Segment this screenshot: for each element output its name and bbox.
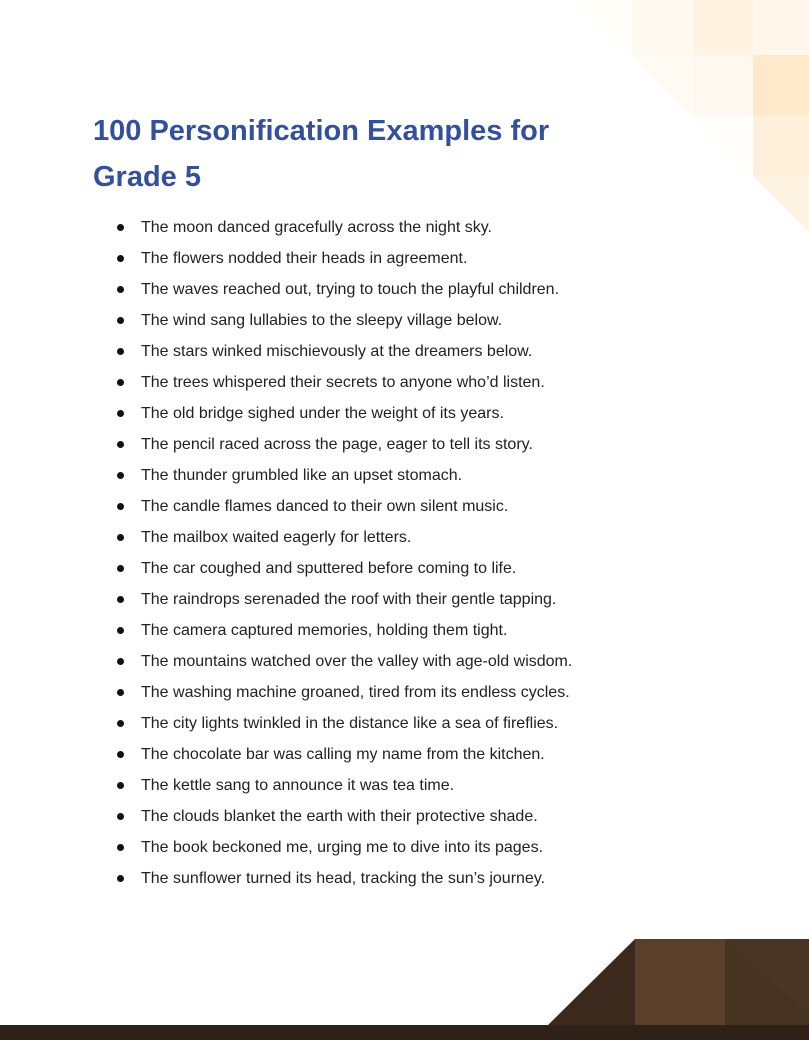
list-item: The old bridge sighed under the weight of its years.: [141, 398, 572, 429]
bottom-right-decoration: [0, 930, 809, 1040]
list-item: The candle flames danced to their own silent music.: [141, 491, 572, 522]
list-item: The raindrops serenaded the roof with their gentle tapping.: [141, 584, 572, 615]
list-item: The pencil raced across the page, eager to tell its story.: [141, 429, 572, 460]
list-item: The trees whispered their secrets to anyone who’d listen.: [141, 367, 572, 398]
list-item: The car coughed and sputtered before coming to life.: [141, 553, 572, 584]
list-item: The stars winked mischievously at the dreamers below.: [141, 336, 572, 367]
examples-list: [93, 212, 572, 894]
list-item: The city lights twinkled in the distance like a sea of fireflies.: [141, 708, 572, 739]
list-item: The waves reached out, trying to touch the playful children.: [141, 274, 572, 305]
list-item: The book beckoned me, urging me to dive into its pages.: [141, 832, 572, 863]
list-item: The kettle sang to announce it was tea time.: [141, 770, 572, 801]
list-item: The wind sang lullabies to the sleepy village below.: [141, 305, 572, 336]
list-item: The camera captured memories, holding them tight.: [141, 615, 572, 646]
list-item: The washing machine groaned, tired from its endless cycles.: [141, 677, 572, 708]
list-item: The chocolate bar was calling my name from the kitchen.: [141, 739, 572, 770]
list-item: The clouds blanket the earth with their protective shade.: [141, 801, 572, 832]
list-item: The mountains watched over the valley with age-old wisdom.: [141, 646, 572, 677]
list-item: The flowers nodded their heads in agreement.: [141, 243, 572, 274]
list-item: The mailbox waited eagerly for letters.: [141, 522, 572, 553]
page-title: 100 Personification Examples for Grade 5: [93, 115, 550, 193]
list-item: The moon danced gracefully across the night sky.: [141, 212, 572, 243]
list-item: The sunflower turned its head, tracking the sun’s journey.: [141, 863, 572, 894]
list-item: The thunder grumbled like an upset stomach.: [141, 460, 572, 491]
